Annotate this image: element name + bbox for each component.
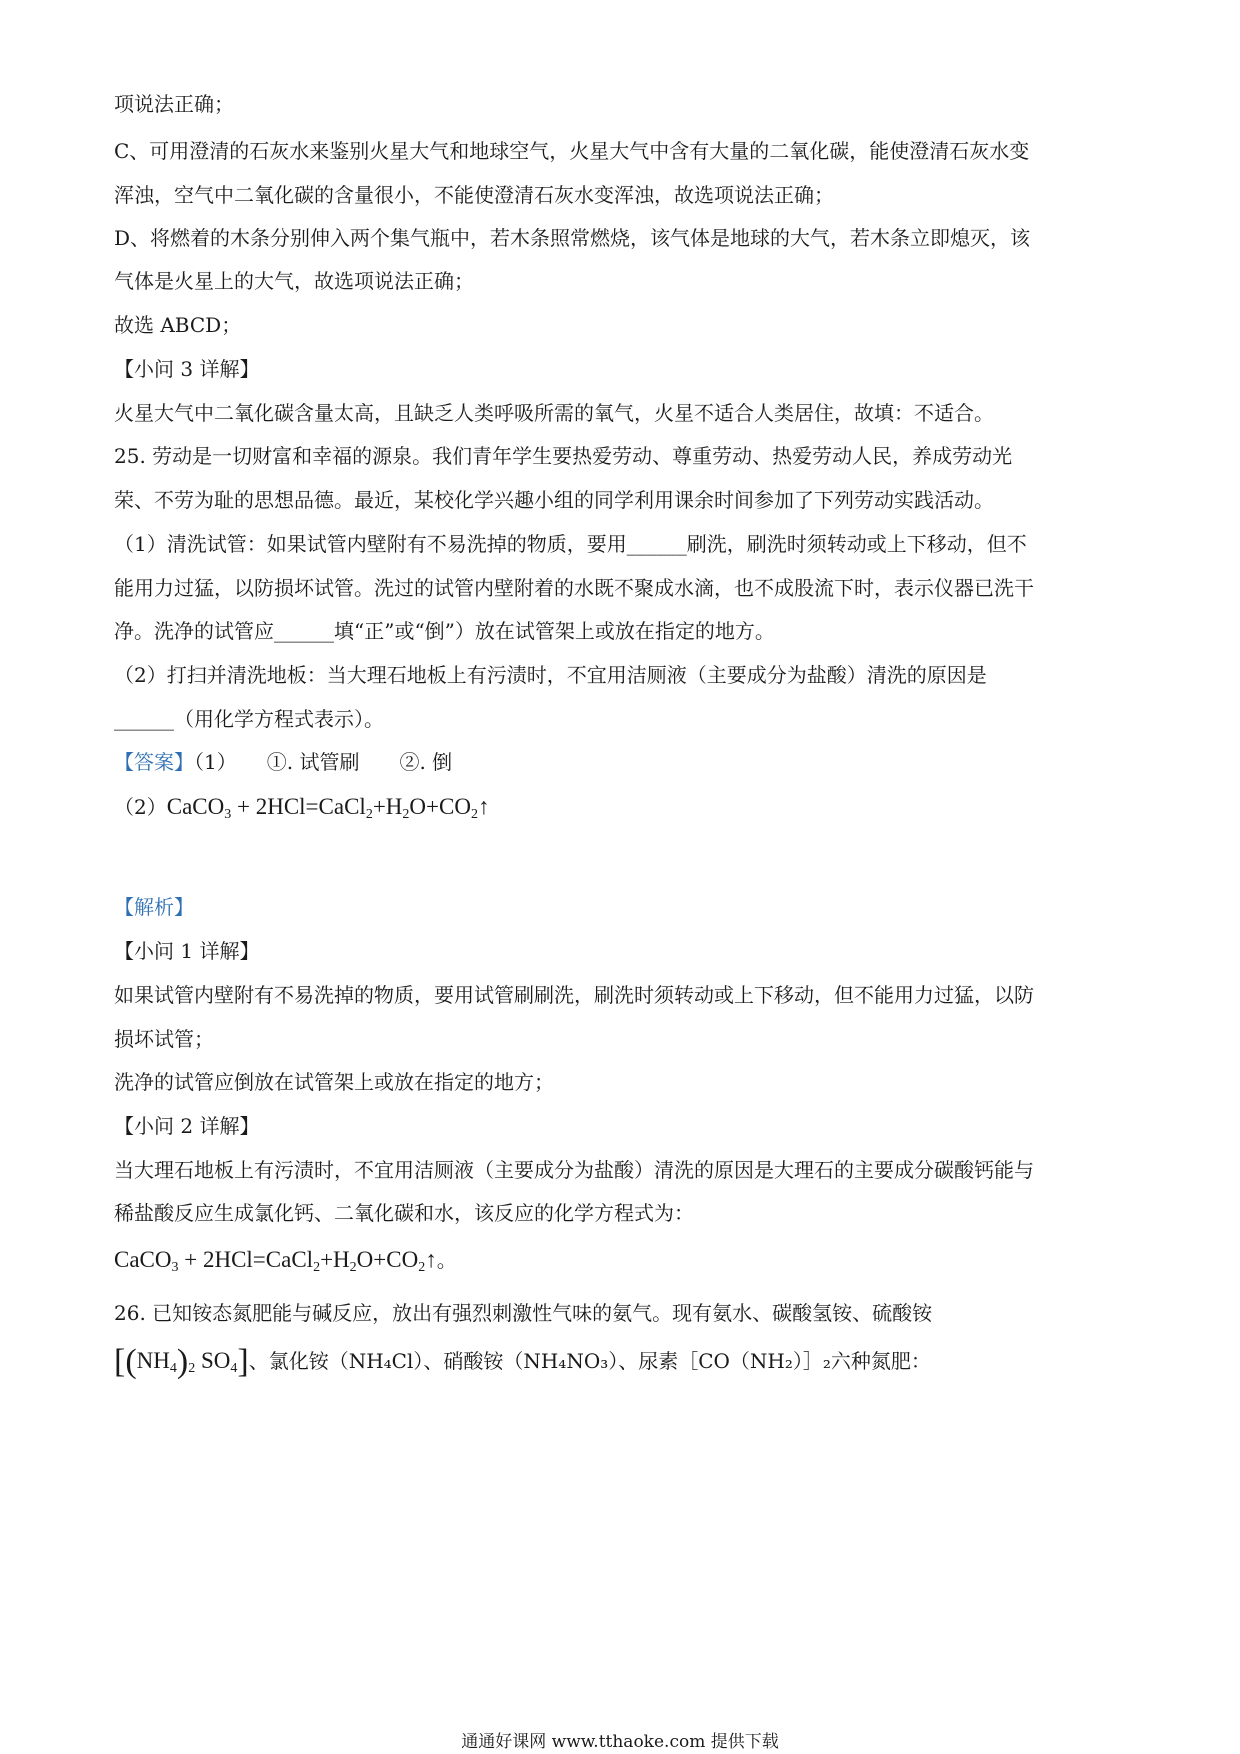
formula-sub: 2	[365, 807, 373, 822]
formula-part: +H	[372, 794, 403, 819]
answer-formula	[114, 795, 489, 827]
text-line: C、可用澄清的石灰水来鉴别火星大气和地球空气，火星大气中含有大量的二氧化碳，能使澄清石灰水变	[114, 139, 1030, 163]
section-heading: 【小问 1 详解】	[114, 939, 260, 963]
answer-label: 【答案】	[114, 750, 194, 774]
formula-part: NH	[136, 1348, 170, 1373]
formula-sub: 2	[470, 807, 478, 822]
question-text: 25. 劳动是一切财富和幸福的源泉。我们青年学生要热爱劳动、尊重劳动、热爱劳动人民，养成劳动光	[114, 444, 1013, 468]
text-line: 如果试管内壁附有不易洗掉的物质，要用试管刷刷洗，刷洗时须转动或上下移动，但不能用力过猛，以防	[114, 983, 1034, 1007]
text-line: 故选 ABCD；	[114, 313, 242, 337]
formula-part: SO	[195, 1348, 231, 1373]
formula-sub: 2	[188, 1361, 196, 1376]
text-line: 火星大气中二氧化碳含量太高，且缺乏人类呼吸所需的氧气，火星不适合人类居住，故填：不适合。	[114, 401, 994, 425]
ammonium-sulfate-formula	[114, 1343, 249, 1380]
question-text: （2）打扫并清洗地板：当大理石地板上有污渍时，不宜用洁厕液（主要成分为盐酸）清洗的原因是	[114, 663, 987, 687]
text-line: D、将燃着的木条分别伸入两个集气瓶中，若木条照常燃烧，该气体是地球的大气，若木条立即熄灭，该	[114, 226, 1031, 250]
question-text	[114, 1343, 931, 1381]
formula-part: + 2HCl=CaCl	[178, 1247, 314, 1272]
formula-part: O+CO	[409, 794, 471, 819]
question-text: 净。洗净的试管应______填“正”或“倒”）放在试管架上或放在指定的地方。	[114, 619, 775, 643]
paren: (	[125, 1343, 137, 1380]
page-footer: 通通好课网 www.tthaoke.com 提供下载	[461, 1732, 779, 1752]
analysis-formula	[114, 1248, 457, 1280]
answer-text: （1） ①. 试管刷 ②. 倒	[194, 750, 453, 774]
question-text: 荣、不劳为耻的思想品德。最近，某校化学兴趣小组的同学利用课余时间参加了下列劳动实践活动。	[114, 488, 994, 512]
formula-part: CaCO	[114, 1247, 172, 1272]
paren: )	[176, 1343, 189, 1380]
question-text: 能用力过猛，以防损坏试管。洗过的试管内壁附着的水既不聚成水滴，也不成股流下时，表示仪器已洗干	[114, 576, 1034, 600]
gas-arrow: ↑	[477, 794, 490, 819]
formula-sub: 3	[171, 1260, 179, 1275]
text-line: 项说法正确；	[114, 92, 234, 116]
text-line: 稀盐酸反应生成氯化钙、二氧化碳和水，该反应的化学方程式为：	[114, 1201, 694, 1225]
gas-arrow: ↑	[425, 1247, 437, 1272]
answer-prefix: （2）	[114, 795, 167, 819]
text-line: 洗净的试管应倒放在试管架上或放在指定的地方；	[114, 1070, 554, 1094]
text-line: 浑浊，空气中二氧化碳的含量很小，不能使澄清石灰水变浑浊，故选项说法正确；	[114, 183, 834, 207]
formula-part: + 2HCl=CaCl	[231, 794, 366, 819]
formula-sub: 2	[402, 807, 410, 822]
section-heading: 【小问 2 详解】	[114, 1114, 260, 1138]
question-text: （1）清洗试管：如果试管内壁附有不易洗掉的物质，要用______刷洗，刷洗时须转动或上下移动，但不	[114, 532, 1027, 556]
text-line: 气体是火星上的大气，故选项说法正确；	[114, 269, 474, 293]
bracket: [	[114, 1343, 126, 1380]
section-heading: 【小问 3 详解】	[114, 357, 260, 381]
formula-sub: 3	[224, 807, 232, 822]
formula-sub: 2	[313, 1260, 321, 1275]
analysis-label: 【解析】	[114, 895, 194, 919]
question-text: ______（用化学方程式表示）。	[114, 707, 384, 731]
text-line: 当大理石地板上有污渍时，不宜用洁厕液（主要成分为盐酸）清洗的原因是大理石的主要成分碳酸钙能与	[114, 1158, 1034, 1182]
formula-sub: 2	[418, 1260, 426, 1275]
formula-part: +H	[320, 1247, 350, 1272]
formula-part: O+CO	[356, 1247, 419, 1272]
formula-part: CaCO	[166, 794, 225, 819]
bracket: ]	[237, 1343, 249, 1380]
question-text-rest: 、氯化铵（NH₄Cl）、硝酸铵（NH₄NO₃）、尿素［CO（NH₂）］₂六种氮肥：	[248, 1349, 931, 1373]
formula-sub: 4	[230, 1361, 238, 1376]
formula-sub: 2	[349, 1260, 357, 1275]
text-line: 损坏试管；	[114, 1027, 214, 1051]
formula-period: 。	[436, 1248, 457, 1272]
formula-sub: 4	[169, 1361, 177, 1376]
question-text: 26. 已知铵态氮肥能与碱反应，放出有强烈刺激性气味的氨气。现有氨水、碳酸氢铵、硫酸铵	[114, 1301, 933, 1325]
answer-line	[114, 750, 452, 774]
